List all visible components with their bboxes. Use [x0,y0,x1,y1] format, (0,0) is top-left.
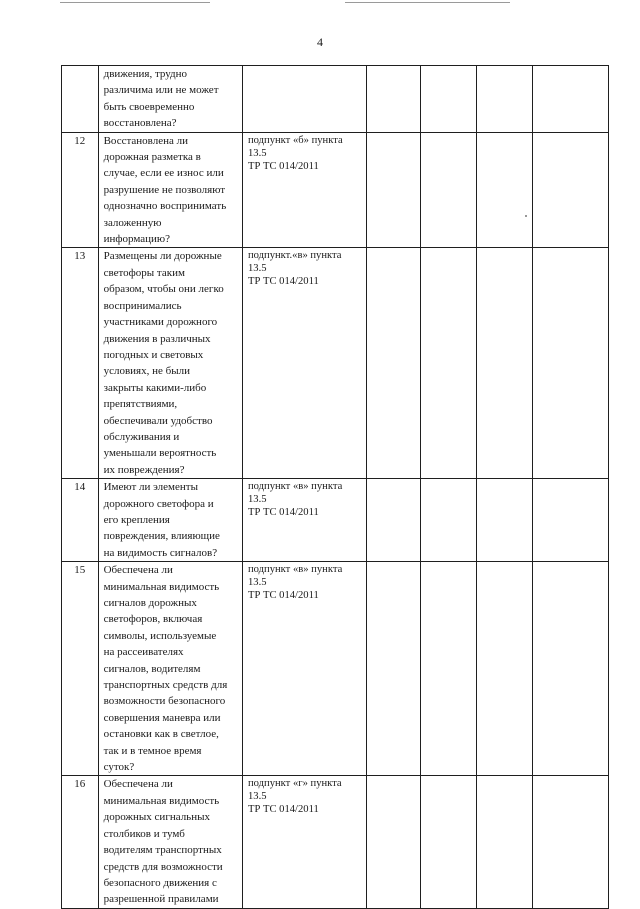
reference-text: подпункт «б» пункта 13.5 ТР ТС 014/2011 [247,134,343,172]
row-number: 14 [62,479,99,562]
table-row [62,479,609,562]
answer-cell-yes [367,66,421,133]
answer-cell-no [420,479,476,562]
table-row [62,66,609,133]
answer-cell-yes [367,248,421,479]
question-cell [98,562,242,776]
notes-cell [532,479,608,562]
table-row [62,776,609,908]
question-text: Имеют ли элементы дорожного светофора и его крепления повреждения, влияющие на видимость сигналов? [103,481,220,559]
notes-cell [532,66,608,133]
table-row [62,562,609,776]
answer-cell-na [476,248,532,479]
question-text: Размещены ли дорожные светофоры таким образом, чтобы они легко воспринимались участниками дорожного движения в различных погодных и световых условиях, не были закрыты какими-либо препятствиями, обеспечивали удобство обслуживания и уменьшали вероятность их повреждения? [103,250,224,476]
answer-cell-no [420,132,476,248]
checklist-table [61,65,609,909]
question-cell [98,248,242,479]
answer-cell-no [420,66,476,133]
answer-cell-no [420,562,476,776]
question-text: движения, трудно различима или не может быть своевременно восстановлена? [103,68,219,130]
reference-text: подпункт «г» пункта 13.5 ТР ТС 014/2011 [247,778,342,816]
answer-cell-na [476,66,532,133]
notes-cell [532,562,608,776]
question-text: Восстановлена ли дорожная разметка в случае, если ее износ или разрушение не позволяют однозначно воспринимать заложенную информацию? [103,134,227,246]
reference-cell [242,776,366,908]
notes-cell [532,776,608,908]
reference-cell [242,562,366,776]
reference-cell [242,248,366,479]
table-row [62,248,609,479]
reference-cell [242,132,366,248]
reference-cell [242,479,366,562]
answer-cell-yes [367,562,421,776]
question-cell [98,132,242,248]
table-row [62,132,609,248]
answer-cell-na [476,776,532,908]
question-cell [98,776,242,908]
question-cell [98,479,242,562]
scan-speck [525,215,527,217]
answer-cell-na [476,562,532,776]
row-number [62,66,99,133]
reference-text: подпункт.«в» пункта 13.5 ТР ТС 014/2011 [247,250,342,288]
answer-cell-yes [367,776,421,908]
notes-cell [532,248,608,479]
row-number: 16 [62,776,99,908]
reference-text [243,66,366,67]
question-cell [98,66,242,133]
answer-cell-no [420,776,476,908]
notes-cell [532,132,608,248]
question-text: Обеспечена ли минимальная видимость дорожных сигнальных столбиков и тумб водителям транспортных средств для возможности безопасного движения с разрешенной правилами [103,778,223,906]
answer-cell-na [476,479,532,562]
page-number: 4 [317,35,323,49]
row-number: 12 [62,132,99,248]
row-number: 13 [62,248,99,479]
reference-text: подпункт «в» пункта 13.5 ТР ТС 014/2011 [247,564,343,602]
scan-top-line-left [60,2,210,3]
answer-cell-yes [367,132,421,248]
scan-top-line-right [345,2,510,3]
answer-cell-yes [367,479,421,562]
reference-text: подпункт «в» пункта 13.5 ТР ТС 014/2011 [247,481,343,519]
answer-cell-na [476,132,532,248]
reference-cell [242,66,366,133]
answer-cell-no [420,248,476,479]
question-text: Обеспечена ли минимальная видимость сигналов дорожных светофоров, включая символы, используемые на рассеивателях сигналов, водителям транспортных средств для возможности безопасного совершения маневра или остановки как в светлое, так и в темное время суток? [103,564,228,774]
row-number: 15 [62,562,99,776]
